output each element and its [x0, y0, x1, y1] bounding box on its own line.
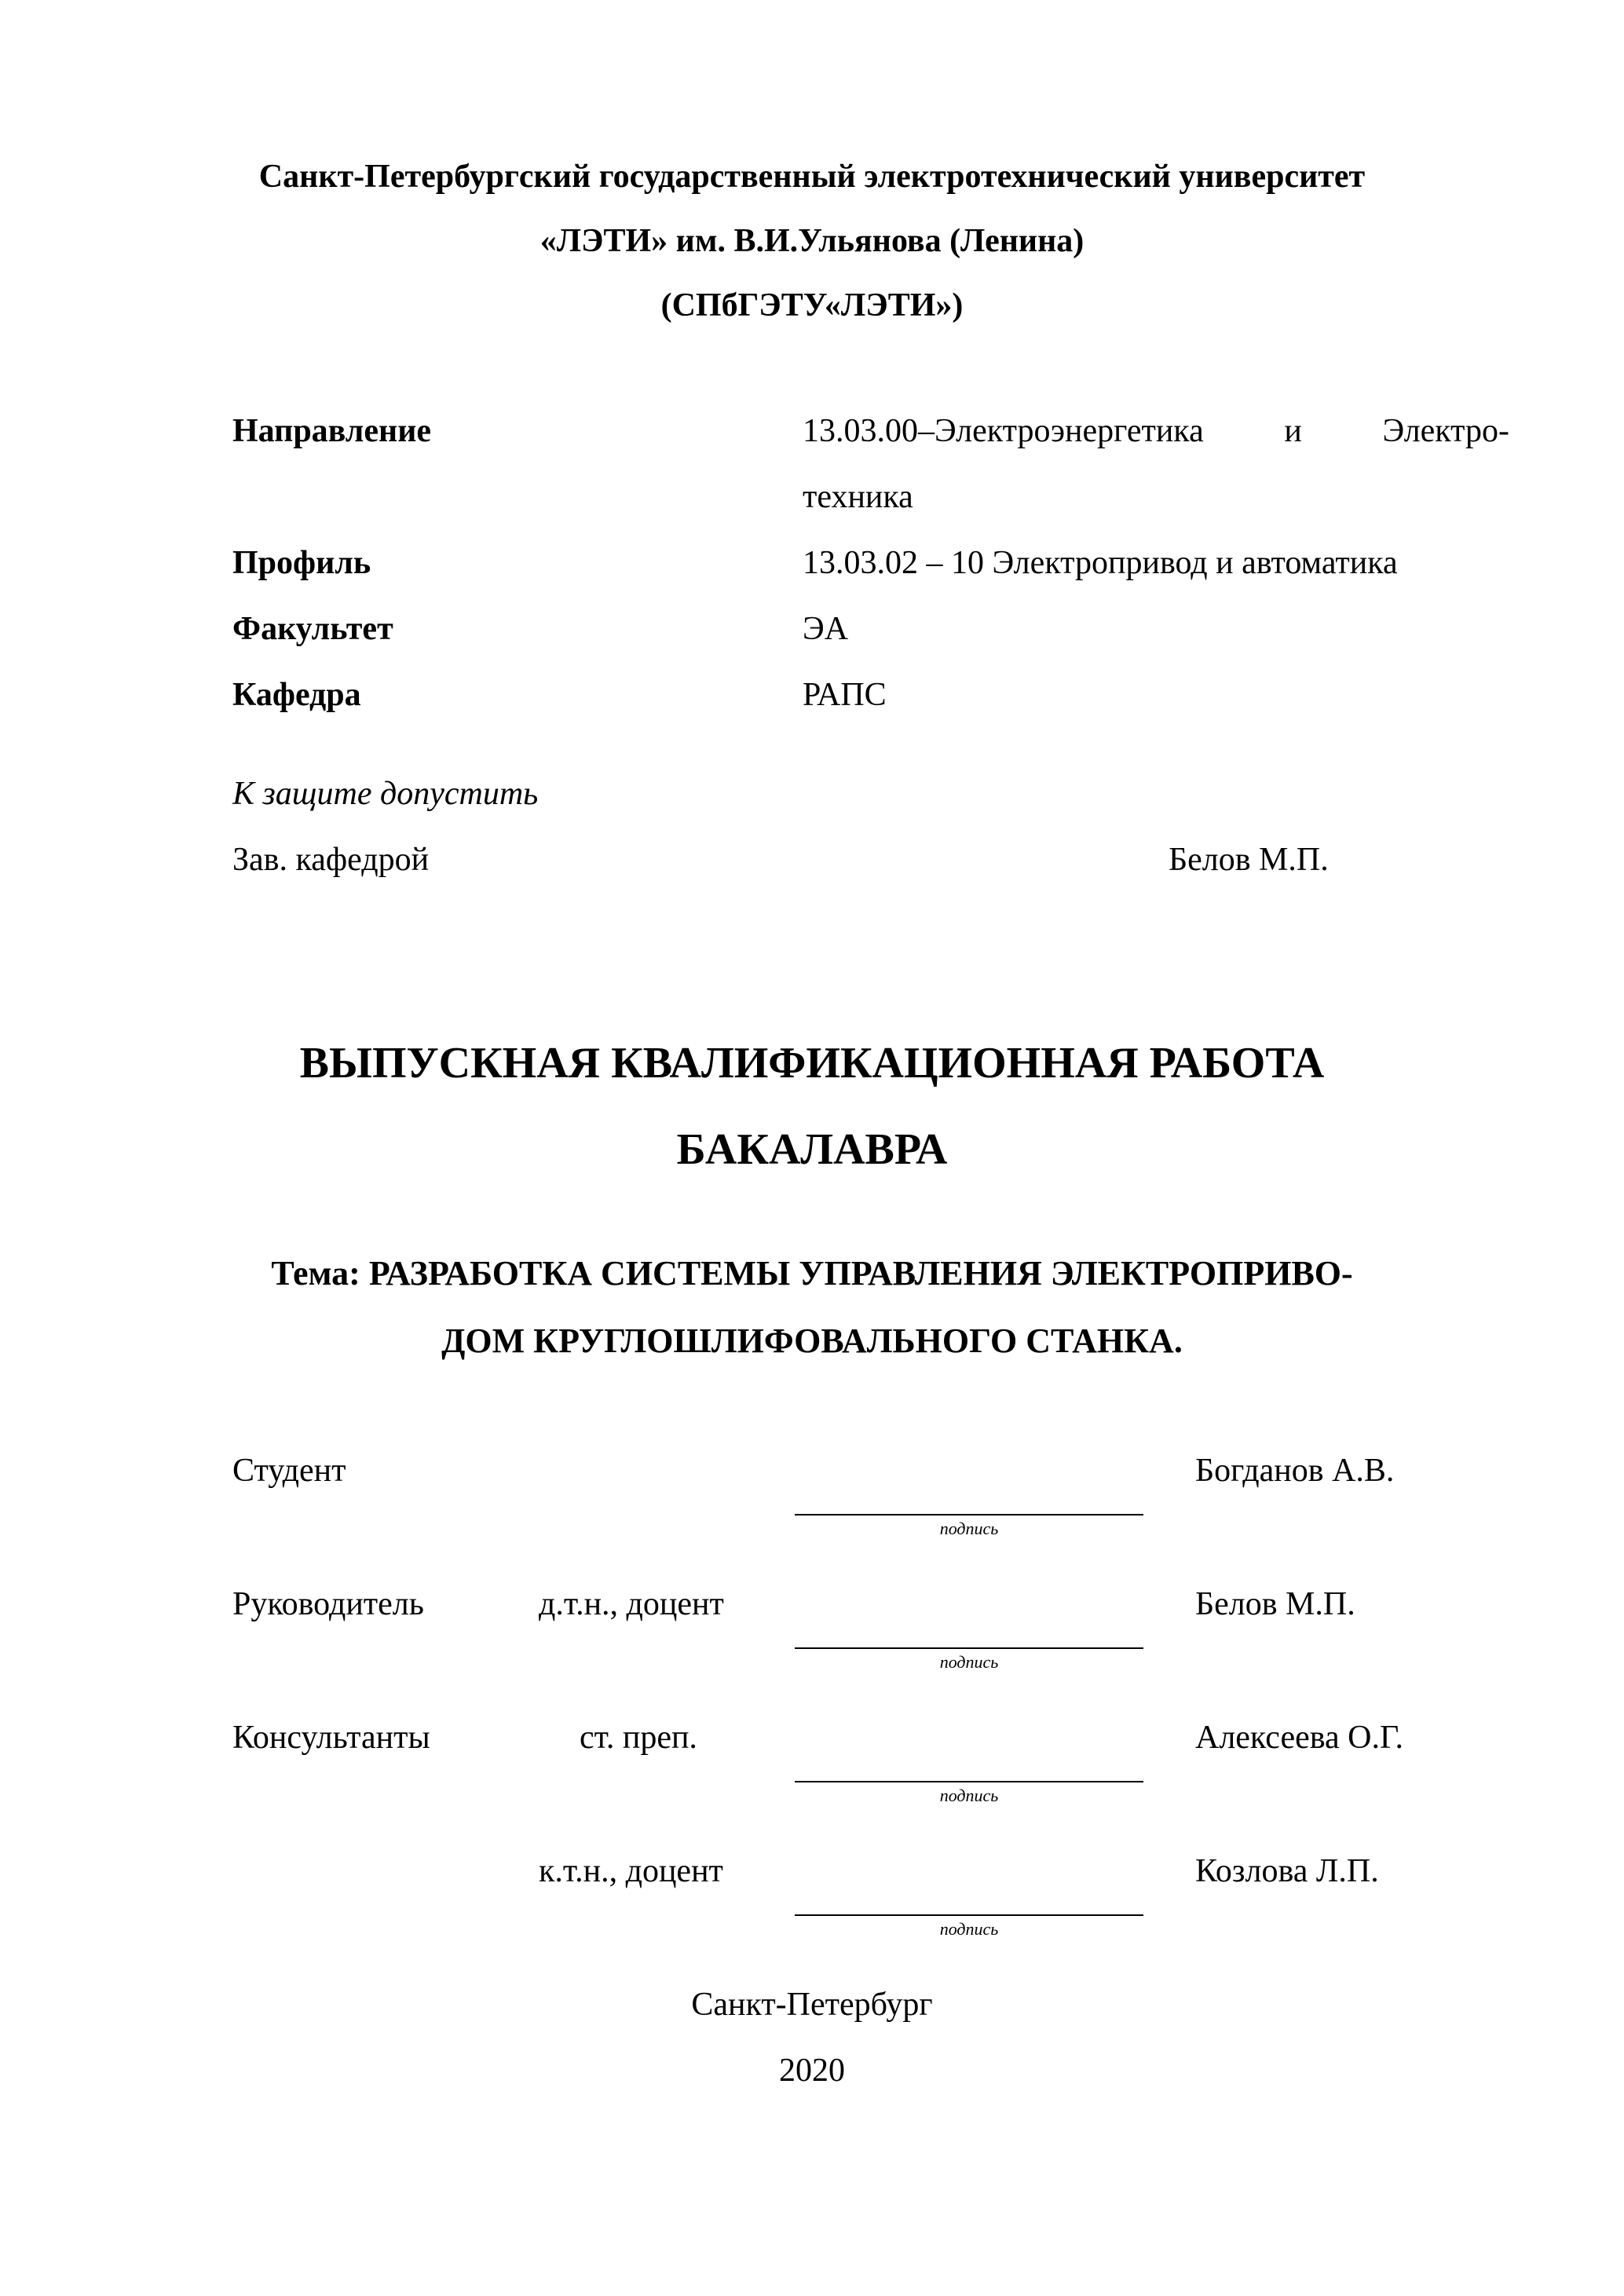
direction-value	[803, 411, 1509, 451]
direction-value-part2: и	[1284, 413, 1302, 449]
student-signature-line	[795, 1514, 1143, 1515]
work-title-line2: БАКАЛАВРА	[676, 1125, 948, 1174]
head-of-department-label: Зав. кафедрой	[232, 842, 430, 878]
consultant2-degree: к.т.н., доцент	[539, 1853, 723, 1889]
profile-value: 13.03.02 – 10 Электропривод и автоматика	[803, 545, 1398, 581]
faculty-value: ЭА	[803, 611, 849, 647]
supervisor-signature-line	[795, 1647, 1143, 1649]
admit-to-defense-text: К защите допустить	[232, 776, 539, 812]
student-signature-caption: подпись	[939, 1519, 999, 1538]
footer-year: 2020	[779, 2053, 845, 2089]
head-of-department-name: Белов М.П.	[1169, 842, 1329, 878]
footer-city: Санкт-Петербург	[691, 1987, 933, 2023]
faculty-label: Факультет	[232, 611, 393, 647]
department-label: Кафедра	[232, 677, 361, 713]
student-role-label: Студент	[232, 1453, 346, 1489]
consultant2-signature-line	[795, 1914, 1143, 1916]
supervisor-signature-caption: подпись	[939, 1652, 999, 1672]
consultants-role-label: Консультанты	[232, 1720, 430, 1756]
consultant1-signature-caption: подпись	[939, 1786, 999, 1805]
university-subtitle: «ЛЭТИ» им. В.И.Ульянова (Ленина)	[540, 223, 1084, 259]
consultant1-degree: ст. преп.	[580, 1720, 697, 1756]
consultant2-name: Козлова Л.П.	[1195, 1853, 1379, 1889]
direction-value-part1: 13.03.00–Электроэнергетика	[803, 413, 1204, 449]
consultant1-name: Алексеева О.Г.	[1195, 1720, 1404, 1756]
student-name: Богданов А.В.	[1195, 1453, 1395, 1489]
supervisor-role-label: Руководитель	[232, 1586, 424, 1622]
department-value: РАПС	[803, 677, 887, 713]
topic-line2: ДОМ КРУГЛОШЛИФОВАЛЬНОГО СТАНКА.	[441, 1322, 1183, 1360]
profile-label: Профиль	[232, 545, 371, 581]
supervisor-name: Белов М.П.	[1195, 1586, 1355, 1622]
direction-value-continued: техника	[803, 479, 913, 515]
direction-label: Направление	[232, 413, 432, 449]
topic-line1: Тема: РАЗРАБОТКА СИСТЕМЫ УПРАВЛЕНИЯ ЭЛЕКТРОПРИВО-	[271, 1254, 1353, 1292]
work-title-line1: ВЫПУСКНАЯ КВАЛИФИКАЦИОННАЯ РАБОТА	[299, 1039, 1325, 1088]
consultant2-signature-caption: подпись	[939, 1919, 999, 1939]
consultant1-signature-line	[795, 1781, 1143, 1782]
direction-value-part3: Электро-	[1382, 413, 1509, 449]
university-name: Санкт-Петербургский государственный электротехнический университет	[258, 159, 1366, 195]
supervisor-degree: д.т.н., доцент	[539, 1586, 724, 1622]
university-abbreviation: (СПбГЭТУ«ЛЭТИ»)	[660, 287, 964, 324]
